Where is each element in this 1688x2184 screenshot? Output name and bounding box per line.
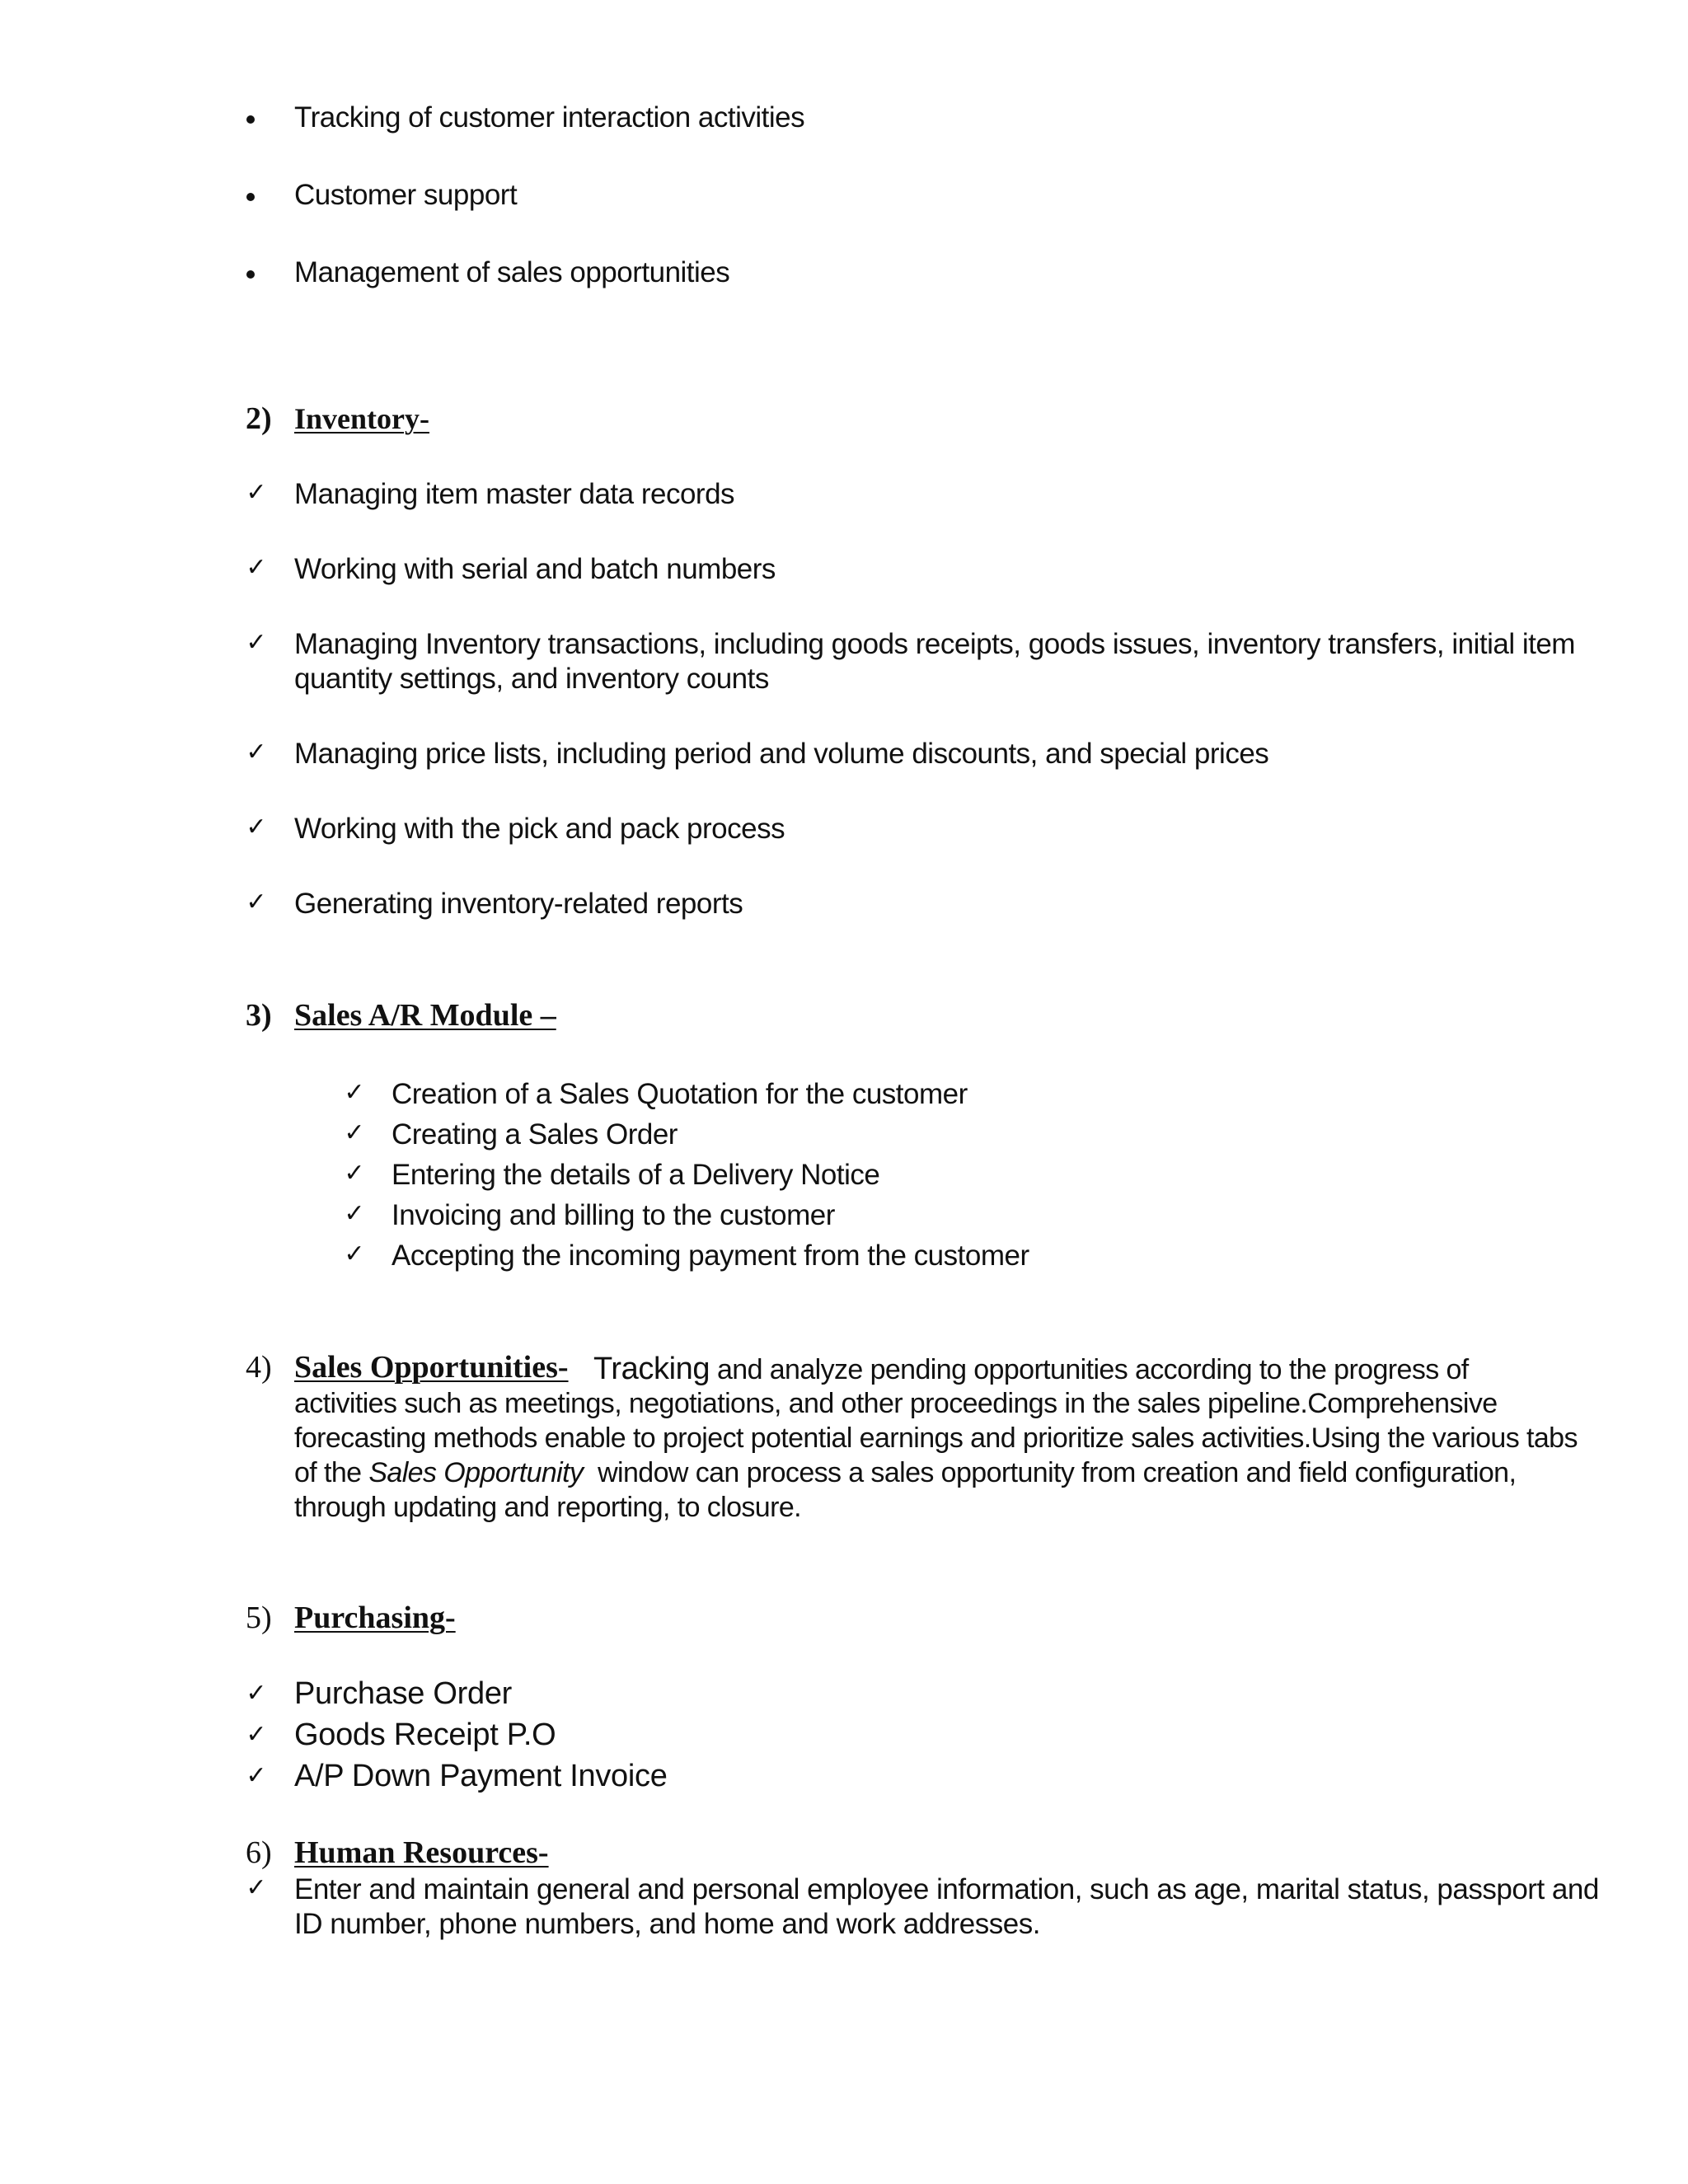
human-resources-item-1-continued: ID number, phone numbers, and home and work addresses. [294,1908,1040,1940]
human-resources-item-1: Enter and maintain general and personal employee information, such as age, marital status, passport and [294,1873,1599,1905]
intro-bullet-1: Tracking of customer interaction activities [294,101,805,134]
check-icon: ✓ [344,1159,365,1188]
section-title-inventory: Inventory- [294,402,429,435]
check-icon: ✓ [246,1873,267,1902]
inventory-item-1: Managing item master data records [294,478,735,510]
check-icon: ✓ [246,888,267,916]
inventory-item-3: Managing Inventory transactions, including goods receipts, goods issues, inventory transfers, initial item [294,628,1575,660]
sales-ar-item-1: Creation of a Sales Quotation for the customer [392,1078,968,1110]
check-icon: ✓ [246,738,267,766]
check-icon: ✓ [246,478,267,507]
section-title-sales-opportunities: Sales Opportunities- [294,1350,569,1385]
section-number-sales-ar: 3) [246,998,272,1033]
section-number-human-resources: 6) [246,1835,272,1870]
sales-opportunities-line-2: activities such as meetings, negotiations, and other proceedings in the sales pipeline.Comprehensive [294,1388,1498,1419]
inventory-item-5: Working with the pick and pack process [294,813,785,845]
purchasing-item-3: A/P Down Payment Invoice [294,1759,668,1793]
purchasing-item-1: Purchase Order [294,1676,513,1711]
bullet-dot-icon [246,115,255,124]
check-icon: ✓ [246,1679,267,1708]
sales-opportunities-line-1-rest: and analyze pending opportunities according to the progress of [710,1354,1469,1385]
section-title-purchasing: Purchasing- [294,1601,456,1635]
bullet-dot-icon [246,270,255,279]
purchasing-item-2: Goods Receipt P.O [294,1718,556,1752]
intro-bullet-2: Customer support [294,179,518,211]
sales-ar-item-4: Invoicing and billing to the customer [392,1199,835,1231]
inventory-item-3-continued: quantity settings, and inventory counts [294,663,769,695]
check-icon: ✓ [344,1199,365,1228]
bullet-dot-icon [246,193,255,201]
sales-opportunities-line-3: forecasting methods enable to project potential earnings and prioritize sales activities.Using the various tabs [294,1422,1578,1454]
sales-opportunities-line-4-start: of the [294,1457,369,1488]
check-icon: ✓ [344,1078,365,1107]
section-number-sales-opportunities: 4) [246,1350,272,1385]
section-title-human-resources: Human Resources- [294,1835,549,1870]
section-number-purchasing: 5) [246,1601,272,1635]
inventory-item-4: Managing price lists, including period and volume discounts, and special prices [294,738,1269,770]
sales-ar-item-2: Creating a Sales Order [392,1118,678,1151]
sales-opportunities-line-5: through updating and reporting, to closure. [294,1492,801,1523]
sales-ar-item-3: Entering the details of a Delivery Notice [392,1159,880,1191]
sales-opportunities-line-1 [593,1352,1469,1387]
check-icon: ✓ [246,813,267,841]
inventory-item-6: Generating inventory-related reports [294,888,743,920]
check-icon: ✓ [344,1118,365,1147]
sales-opportunities-lead-word: Tracking [593,1352,710,1386]
sales-opportunities-line-4 [294,1455,1516,1490]
check-icon: ✓ [246,553,267,582]
intro-bullet-3: Management of sales opportunities [294,256,730,288]
sales-ar-item-5: Accepting the incoming payment from the customer [392,1240,1029,1272]
section-title-sales-ar: Sales A/R Module – [294,998,556,1033]
sales-opportunities-line-4-rest: window can process a sales opportunity from creation and field configuration, [583,1457,1517,1488]
section-number-inventory: 2) [246,401,272,436]
check-icon: ✓ [246,1761,267,1790]
check-icon: ✓ [246,1720,267,1749]
check-icon: ✓ [246,628,267,657]
check-icon: ✓ [344,1240,365,1268]
sales-opportunity-window-name: Sales Opportunity [368,1457,584,1488]
inventory-item-2: Working with serial and batch numbers [294,553,776,585]
